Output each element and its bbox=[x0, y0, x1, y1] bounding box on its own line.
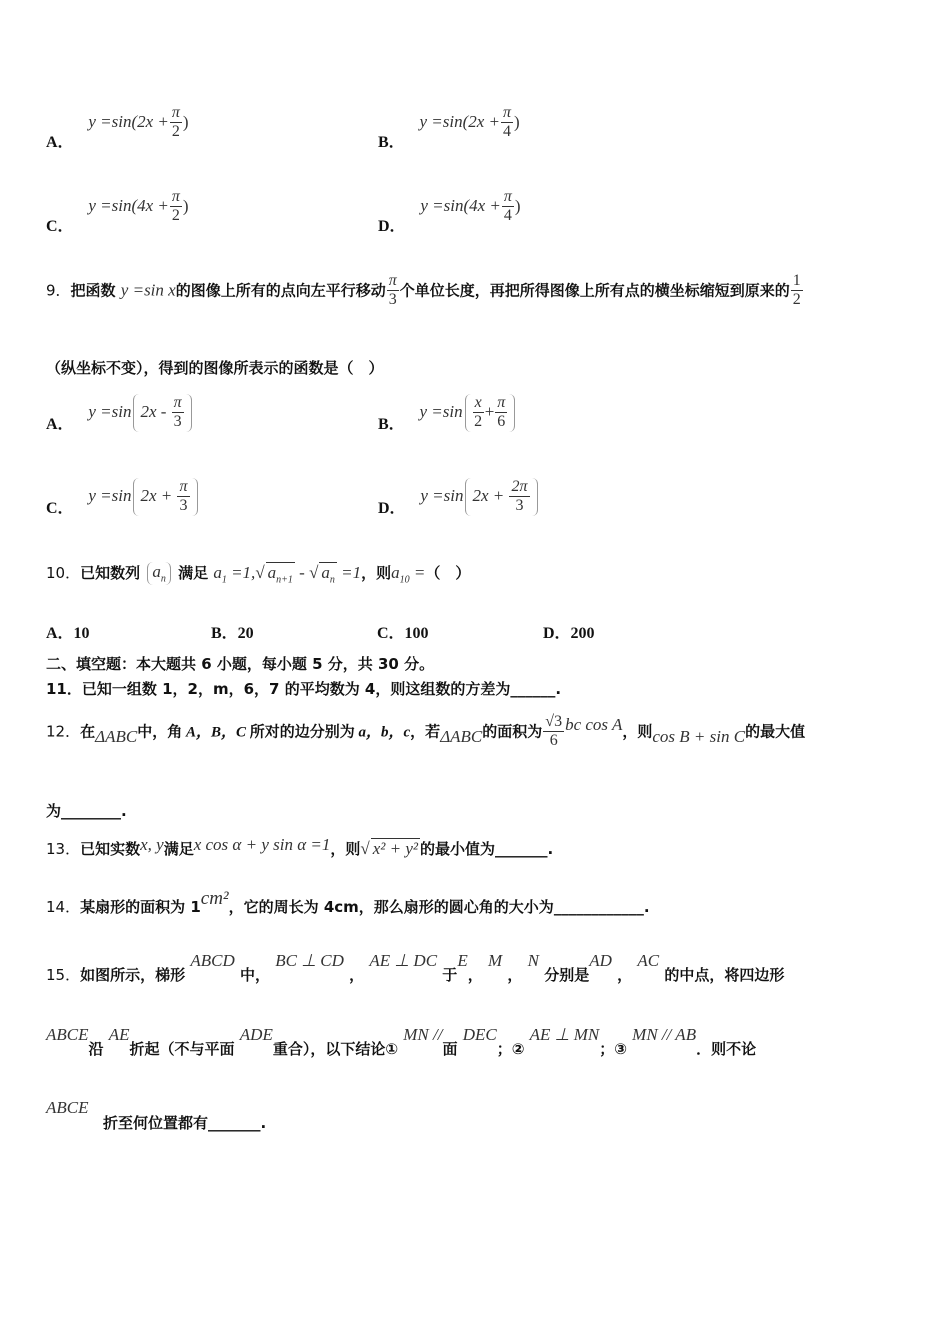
q8-option-a: A． y =sin(2x + $\frac{\pi}{2}$ ) bbox=[46, 104, 189, 152]
q10-option-d: D．200 bbox=[543, 625, 595, 642]
q11-stem: 11．已知一组数 1，2，m，6，7 的平均数为 4，则这组数的方差为______. bbox=[46, 680, 562, 698]
q9-option-b: B． y =sin $\frac{x}{2}$ + $\frac{\pi}{6}$ bbox=[378, 394, 517, 432]
function-expr: y =sin x bbox=[120, 280, 176, 300]
sequence-braces: $a_n$ bbox=[147, 562, 171, 584]
q9-option-a: A． y =sin 2x - $\frac{\pi}{3}$ bbox=[46, 394, 194, 432]
q12-stem: 12．在ΔABC中，角 A，B，C 所对的边分别为 a，b，c，若ΔABC的面积为 $\frac{√3}{6}$ bc cos A，则cos B + sin C的最大值 bbox=[46, 713, 806, 750]
option-fraction: $\frac{\pi}{2}$ bbox=[171, 188, 180, 225]
q10-option-a: A．10 bbox=[46, 625, 90, 642]
q8-option-b: B． y =sin(2x + $\frac{\pi}{4}$ ) bbox=[378, 104, 520, 152]
q12-stem-line2: 为________. bbox=[46, 802, 127, 820]
q10-stem: 10．已知数列 $a_n$ 满足 $a_1 =1,√$ $a_{n+1}$ - √ $a_n =1$，则$a_{10}$ =（ ） bbox=[46, 562, 471, 586]
area-fraction: $\frac{√3}{6}$ bbox=[545, 713, 563, 750]
option-expr-left: y =sin(4x + bbox=[88, 196, 169, 216]
target: $a_{10}$ = bbox=[391, 563, 426, 586]
condition: $a_1 =1,√$ $a_{n+1}$ - √ $a_n =1$ bbox=[213, 563, 362, 586]
q15-stem-line3: ABCE 折至何位置都有_______. bbox=[46, 1098, 267, 1132]
shift-fraction: $\frac{\pi}{3}$ bbox=[388, 272, 397, 309]
q15-stem-line2: ABCE沿 AE折起（不与平面 ADE重合），以下结论① MN //面 DEC；② AE ⊥ MN；③ MN // AB．则不论 bbox=[46, 1025, 757, 1058]
q9-stem-line2: （纵坐标不变），得到的图像所表示的函数是（ ） bbox=[46, 359, 384, 377]
paren-group: 2x + $\frac{2\pi}{3}$ bbox=[465, 478, 537, 516]
scale-fraction: $\frac{1}{2}$ bbox=[792, 272, 801, 309]
q9-option-d: D． y =sin 2x + $\frac{2\pi}{3}$ bbox=[378, 478, 540, 516]
q8-option-c: C． y =sin(4x + $\frac{\pi}{2}$ ) bbox=[46, 188, 189, 236]
option-expr-left: y =sin(2x + bbox=[88, 112, 169, 132]
option-label: B． bbox=[378, 134, 405, 152]
q15-stem: 15．如图所示，梯形 ABCD 中， BC ⊥ CD ， AE ⊥ DC 于E， M ， N 分别是AD ， AC 的中点，将四边形 bbox=[46, 951, 785, 984]
q9-option-c: C． y =sin 2x + $\frac{\pi}{3}$ bbox=[46, 478, 200, 516]
q10-option-c: C．100 bbox=[377, 625, 429, 642]
option-label: A． bbox=[46, 134, 74, 152]
paren-group: $\frac{x}{2}$ + $\frac{\pi}{6}$ bbox=[465, 394, 516, 432]
q13-stem: 13．已知实数x, y满足x cos α + y sin α =1，则√ x² + y² 的最小值为_______. bbox=[46, 835, 554, 858]
paren-group: 2x + $\frac{\pi}{3}$ bbox=[133, 478, 197, 516]
q8-option-d: D． y =sin(4x + $\frac{\pi}{4}$ ) bbox=[378, 188, 521, 236]
option-label: D． bbox=[378, 218, 406, 236]
q9-stem: 9．把函数 y =sin x的图像上所有的点向左平行移动 $\frac{\pi}{3}$ 个单位长度，再把所得图像上所有点的横坐标缩短到原来的 $\frac{1}{2}$ bbox=[46, 272, 801, 309]
section-title: 二、填空题：本大题共 6 小题，每小题 5 分，共 30 分。 bbox=[46, 655, 435, 673]
option-fraction: $\frac{\pi}{4}$ bbox=[503, 188, 512, 225]
option-expr-left: y =sin(4x + bbox=[420, 196, 501, 216]
paren-group: 2x - $\frac{\pi}{3}$ bbox=[133, 394, 191, 432]
radical: √ x² + y² bbox=[360, 839, 418, 858]
option-label: C． bbox=[46, 218, 74, 236]
option-expr-left: y =sin(2x + bbox=[419, 112, 501, 132]
question-number: 9． bbox=[46, 281, 71, 300]
q10-option-b: B．20 bbox=[211, 625, 254, 642]
option-fraction: $\frac{\pi}{2}$ bbox=[171, 104, 180, 141]
option-fraction: $\frac{\pi}{4}$ bbox=[503, 104, 512, 141]
q14-stem: 14．某扇形的面积为 1cm²，它的周长为 4cm，那么扇形的圆心角的大小为____________. bbox=[46, 888, 650, 916]
